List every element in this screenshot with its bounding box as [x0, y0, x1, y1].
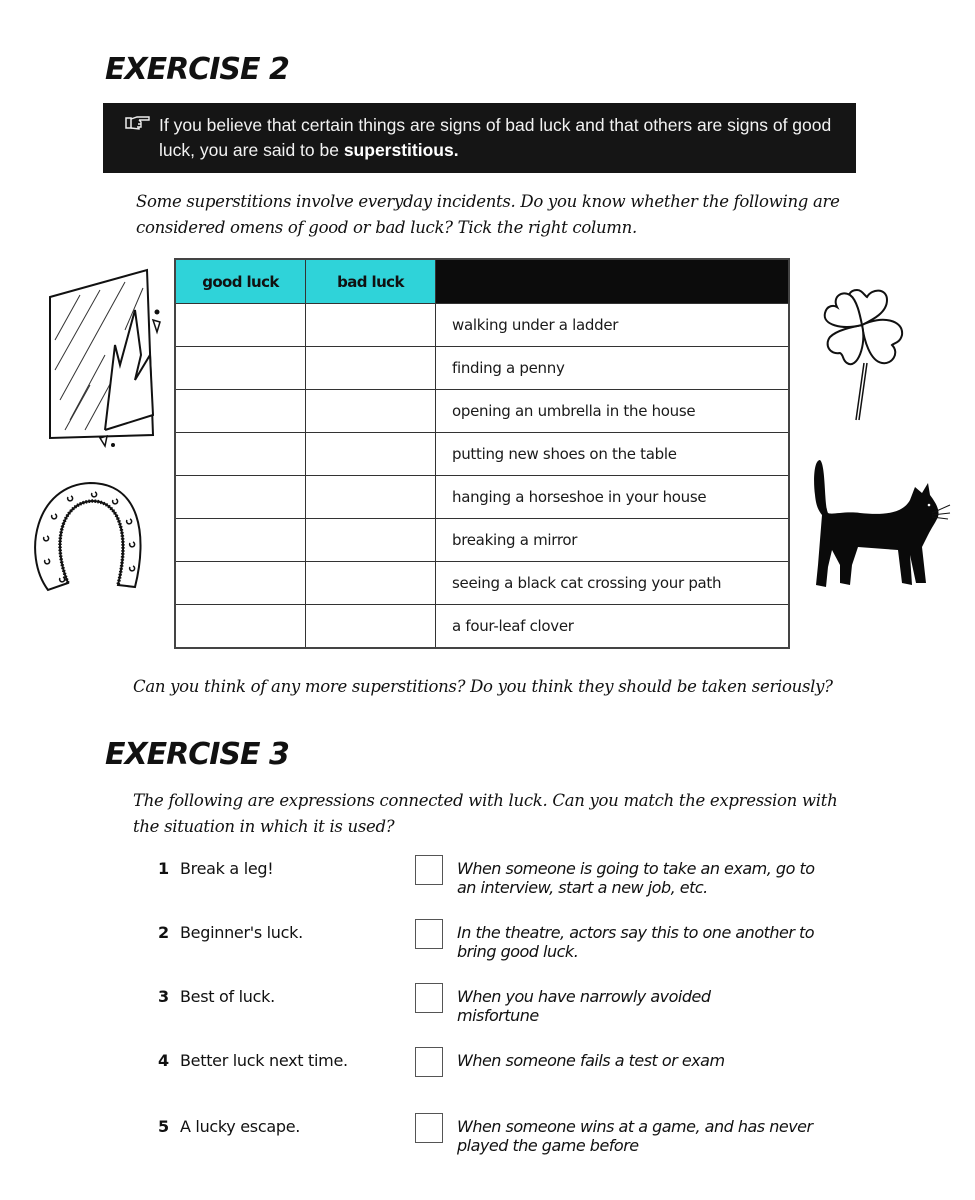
exercise-2-title-text: EXERCISE 2 — [105, 52, 289, 87]
horseshoe-icon — [30, 475, 145, 605]
answer-box[interactable] — [415, 1113, 443, 1143]
item-number: 2 — [158, 923, 170, 942]
situation: When someone wins at a game, and has never played the game before — [457, 1117, 813, 1155]
bad-luck-cell[interactable] — [306, 390, 436, 433]
expression: Best of luck. — [180, 987, 275, 1006]
situation: When you have narrowly avoided misfortune — [457, 987, 711, 1025]
exercise-3-title-text: EXERCISE 3 — [105, 737, 289, 772]
expression: Break a leg! — [180, 859, 274, 878]
match-row — [158, 987, 858, 1047]
bad-luck-cell[interactable] — [306, 476, 436, 519]
table-row — [175, 562, 789, 605]
item-number: 4 — [158, 1051, 170, 1070]
bad-luck-cell[interactable] — [306, 562, 436, 605]
luck-table — [174, 258, 790, 649]
exercise-3-title — [105, 737, 289, 772]
note-text: If you believe that certain things are signs of bad luck and that others are signs of good luck, you are said to be — [159, 115, 832, 160]
table-row — [175, 605, 789, 649]
exercise-3-instructions: The following are expressions connected with luck. Can you match the expression with the situation in which it is used? — [133, 791, 838, 836]
table-row — [175, 390, 789, 433]
good-luck-cell[interactable] — [175, 562, 306, 605]
bad-luck-cell[interactable] — [306, 519, 436, 562]
answer-box[interactable] — [415, 1047, 443, 1077]
header-item — [436, 259, 790, 304]
situation: In the theatre, actors say this to one another to bring good luck. — [457, 923, 815, 961]
expression: Beginner's luck. — [180, 923, 303, 942]
superstition-item: finding a penny — [436, 347, 790, 390]
superstition-item: seeing a black cat crossing your path — [436, 562, 790, 605]
answer-box[interactable] — [415, 919, 443, 949]
exercise-2-instructions: Some superstitions involve everyday incidents. Do you know whether the following are considered omens of good or bad luck? Tick the right column. — [136, 192, 840, 237]
answer-box[interactable] — [415, 983, 443, 1013]
table-row — [175, 476, 789, 519]
match-row — [158, 1051, 858, 1111]
match-row — [158, 923, 858, 983]
superstition-item: walking under a ladder — [436, 304, 790, 347]
definition-note-box — [103, 103, 856, 173]
item-number: 3 — [158, 987, 170, 1006]
situation: When someone is going to take an exam, go to an interview, start a new job, etc. — [457, 859, 815, 897]
header-bad-luck: bad luck — [306, 259, 436, 304]
good-luck-cell[interactable] — [175, 605, 306, 649]
expression: A lucky escape. — [180, 1117, 301, 1136]
bad-luck-cell[interactable] — [306, 605, 436, 649]
good-luck-cell[interactable] — [175, 476, 306, 519]
item-number: 1 — [158, 859, 170, 878]
bad-luck-cell[interactable] — [306, 433, 436, 476]
pointing-hand-icon — [125, 113, 151, 133]
table-row — [175, 304, 789, 347]
good-luck-cell[interactable] — [175, 519, 306, 562]
table-row — [175, 519, 789, 562]
note-keyword: superstitious. — [343, 140, 459, 160]
table-header-row — [175, 259, 789, 304]
header-good-luck: good luck — [175, 259, 306, 304]
match-row — [158, 1117, 858, 1177]
item-number: 5 — [158, 1117, 170, 1136]
superstition-item: hanging a horseshoe in your house — [436, 476, 790, 519]
superstition-item: breaking a mirror — [436, 519, 790, 562]
broken-mirror-icon — [45, 260, 165, 450]
superstition-item: putting new shoes on the table — [436, 433, 790, 476]
good-luck-cell[interactable] — [175, 390, 306, 433]
good-luck-cell[interactable] — [175, 347, 306, 390]
good-luck-cell[interactable] — [175, 433, 306, 476]
exercise-2-follow-up: Can you think of any more superstitions? Do you think they should be taken seriously? — [133, 677, 833, 696]
expression: Better luck next time. — [180, 1051, 348, 1070]
situation: When someone fails a test or exam — [457, 1051, 725, 1070]
four-leaf-clover-icon — [822, 285, 917, 425]
superstition-item: a four-leaf clover — [436, 605, 790, 649]
table-row — [175, 347, 789, 390]
answer-box[interactable] — [415, 855, 443, 885]
match-row — [158, 859, 858, 919]
good-luck-cell[interactable] — [175, 304, 306, 347]
table-row — [175, 433, 789, 476]
bad-luck-cell[interactable] — [306, 347, 436, 390]
superstition-item: opening an umbrella in the house — [436, 390, 790, 433]
black-cat-icon — [810, 455, 955, 595]
bad-luck-cell[interactable] — [306, 304, 436, 347]
exercise-2-title — [105, 52, 289, 87]
